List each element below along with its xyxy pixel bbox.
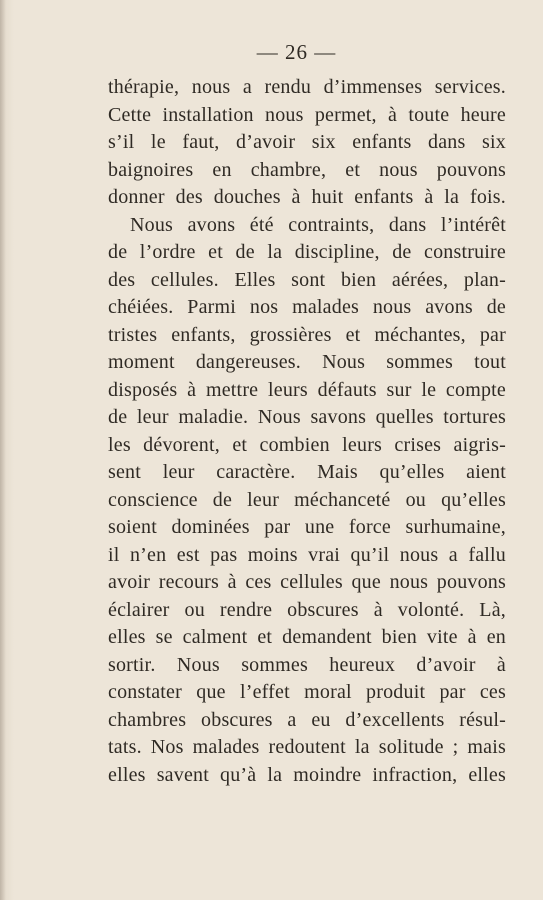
text-line: elles se calment et demandent bien vite à en [108,626,506,648]
text-line: Cette installation nous permet, à toute heure [108,103,506,126]
page-binding-shadow [0,0,6,900]
text-line: soient dominées par une force surhumaine, [108,516,506,538]
text-line: elles savent qu’à la moindre infraction, elles [108,763,506,786]
text-line: Nous avons été contraints, dans l’intérêt [130,213,506,236]
text-line: tats. Nos malades redoutent la solitude ; mais [108,736,506,758]
text-line: il n’en est pas moins vrai qu’il nous a fallu [108,543,506,566]
text-line: donner des douches à huit enfants à la fois. [108,186,506,208]
text-line: constater que l’effet moral produit par ces [108,681,506,703]
text-line: de leur maladie. Nous savons quelles tortures [108,406,506,428]
text-line: baignoires en chambre, et nous pouvons [108,158,506,181]
text-line: les dévorent, et combien leurs crises aigris- [108,433,506,456]
text-line: de l’ordre et de la discipline, de construire [108,241,506,263]
text-line: éclairer ou rendre obscures à volonté. Là, [108,598,506,621]
text-line: chambres obscures a eu d’excellents résul- [108,708,506,731]
text-line: moment dangereuses. Nous sommes tout [108,351,506,373]
text-line: des cellules. Elles sont bien aérées, plan- [108,268,506,291]
text-line: chéiées. Parmi nos malades nous avons de [108,296,506,318]
text-line: sortir. Nous sommes heureux d’avoir à [108,653,506,676]
text-line: sent leur caractère. Mais qu’elles aient [108,461,506,483]
text-line: conscience de leur méchanceté ou qu’elles [108,488,506,511]
text-line: s’il le faut, d’avoir six enfants dans six [108,131,506,153]
text-line: disposés à mettre leurs défauts sur le compte [108,378,506,401]
text-line: thérapie, nous a rendu d’immenses services. [108,76,506,98]
page-number: — 26 — [256,40,337,64]
text-line: avoir recours à ces cellules que nous pouvons [108,571,506,593]
text-line: tristes enfants, grossières et méchantes, par [108,323,506,346]
body-text [108,74,506,789]
